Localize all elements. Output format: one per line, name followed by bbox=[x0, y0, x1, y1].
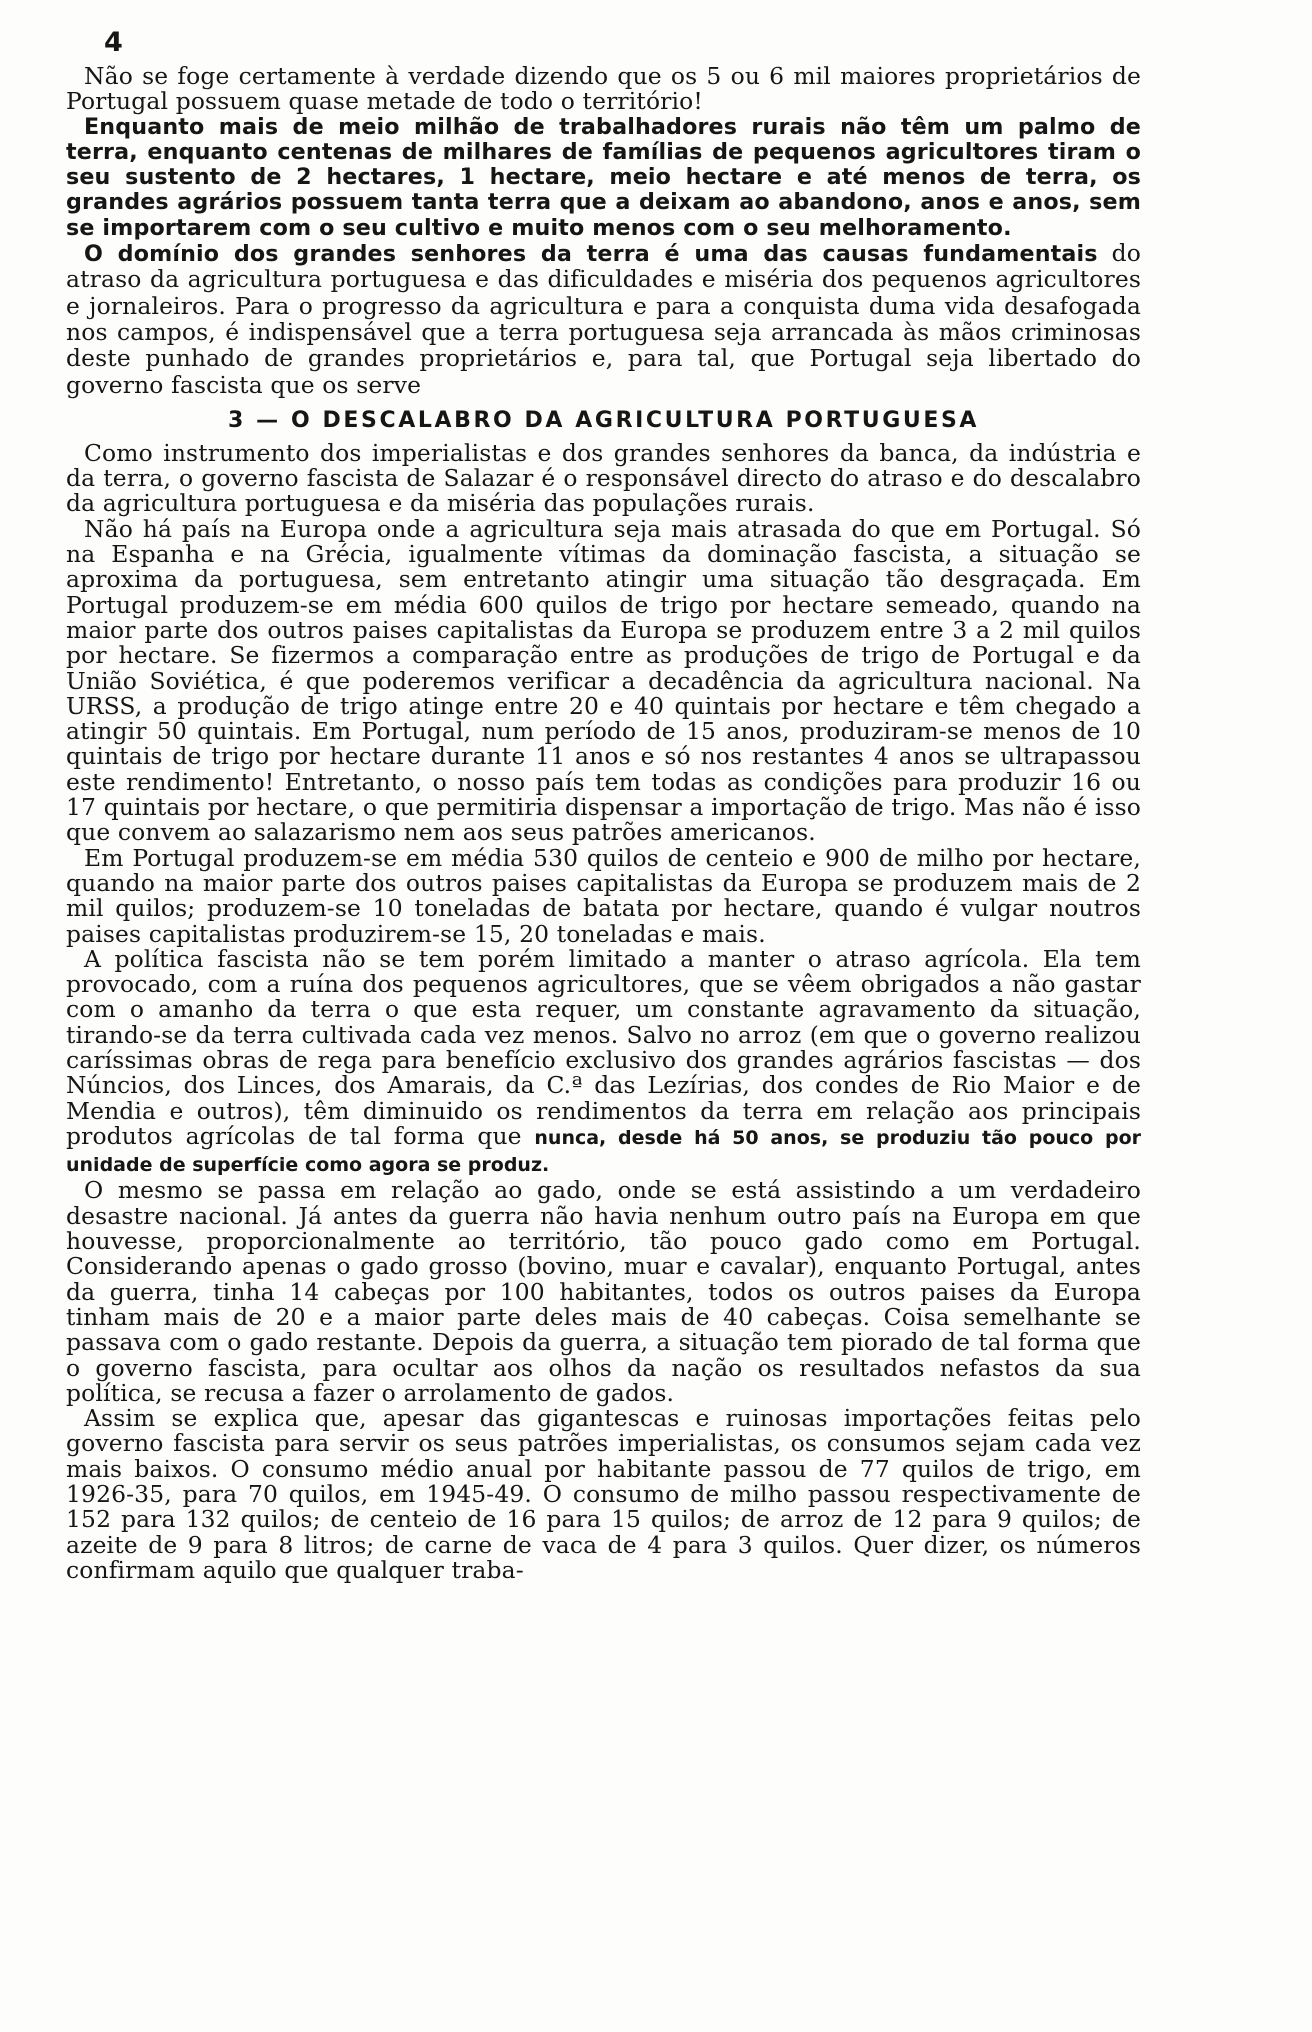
paragraph-domination-of-landowners bbox=[66, 241, 1141, 399]
paragraph-livestock: O mesmo se passa em relação ao gado, onde se está assistindo a um verdadeiro desastre nacional. Já antes da guerra não havia nenhum outro país na Europa em que houvesse, proporcionalmente ao território, tão pouco gado como em Portugal. Considerando apenas o gado grosso (bovino, muar e cavalar), enquanto Portugal, antes da guerra, tinha 14 cabeças por 100 habitantes, todos os outros paises da Europa tinham mais de 20 e a maior parte deles mais de 40 cabeças. Coisa semelhante se passava com o gado restante. Depois da guerra, a situação tem piorado de tal forma que o governo fascista, para ocultar aos olhos da nação os resultados nefastos da sua política, se recusa a fazer o arrolamento de gados. bbox=[66, 1176, 1141, 1407]
page-number: 4 bbox=[104, 27, 123, 58]
paragraph-bold-lead: O domínio dos grandes senhores da terra é uma das causas fundamentais bbox=[84, 241, 1098, 268]
text-column bbox=[66, 64, 1141, 1583]
paragraph-rest: do atraso da agricultura portuguesa e das dificuldades e miséria dos pequenos agricultores e jornaleiros. Para o progresso da agricultura e para a conquista duma vida desafogada nos campos, é indispensável que a terra portuguesa seja arrancada às mãos criminosas deste punhado de grandes proprietários e, para tal, que Portugal seja libertado do governo fascista que os serve bbox=[66, 239, 1142, 399]
paragraph-fascist-policy bbox=[66, 944, 1141, 1179]
paragraph-emphasis: nunca, desde há 50 anos, se produziu tão pouco por unidade de superfície como agora se produz. bbox=[66, 1126, 1141, 1177]
paragraph-large-landowners: Não se foge certamente à verdade dizendo que os 5 ou 6 mil maiores proprietários de Portugal possuem quase metade de todo o território! bbox=[66, 62, 1141, 116]
paragraph-wheat-production: Não há país na Europa onde a agricultura seja mais atrasada do que em Portugal. Só na Espanha e na Grécia, igualmente vítimas da dominação fascista, a situação se aproxima da portuguesa, sem entretanto atingir uma situação tão desgraçada. Em Portugal produzem-se em média 600 quilos de trigo por hectare semeado, quando na maior parte dos outros paises capitalistas da Europa se produzem entre 3 a 2 mil quilos por hectare. Se fizermos a comparação entre as produções de trigo de Portugal e da União Soviética, é que poderemos verificar a decadência da agricultura nacional. Na URSS, a produção de trigo atinge entre 20 e 40 quintais por hectare e têm chegado a atingir 50 quintais. Em Portugal, num período de 15 anos, produziram-se menos de 10 quintais de trigo por hectare durante 11 anos e só nos restantes 4 anos se ultrapassou este rendimento! Entretanto, o nosso país tem todas as condições para produzir 16 ou 17 quintais por hectare, o que permitiria dispensar a importação de trigo. Mas não é isso que convem ao salazarismo nem aos seus patrões americanos. bbox=[66, 514, 1141, 847]
paragraph-main-text: A política fascista não se tem porém limitado a manter o atraso agrícola. Ela tem provocado, com a ruína dos pequenos agricultores, que se vêem obrigados a não gastar com o amanho da terra o que esta requer, um constante agravamento da situação, tirando-se da terra cultivada cada vez menos. Salvo no arroz (em que o governo realizou caríssimas obras de rega para benefício exclusivo dos grandes agrários fascistas — dos Núncios, dos Linces, dos Amarais, da C.ª das Lezírias, dos condes de Rio Maior e de Mendia e outros), têm diminuido os rendimentos da terra em relação aos principais produtos agrícolas de tal forma que bbox=[66, 944, 1141, 1150]
section-heading: 3 — O DESCALABRO DA AGRICULTURA PORTUGUESA bbox=[227, 407, 980, 433]
paragraph-rye-corn-potato: Em Portugal produzem-se em média 530 quilos de centeio e 900 de milho por hectare, quando na maior parte dos outros paises capitalistas da Europa se produzem mais de 2 mil quilos; produzem-se 10 toneladas de batata por hectare, quando é vulgar noutros paises capitalistas produzirem-se 15, 20 toneladas e mais. bbox=[66, 843, 1141, 948]
paragraph-imperialist-instrument: Como instrumento dos imperialistas e dos grandes senhores da banca, da indústria e da terra, o governo fascista de Salazar é o responsável directo do atraso e do descalabro da agricultura portuguesa e da miséria das populações rurais. bbox=[66, 438, 1141, 518]
paragraph-rural-workers: Enquanto mais de meio milhão de trabalhadores rurais não têm um palmo de terra, enquanto centenas de milhares de famílias de pequenos agricultores tiram o seu sustento de 2 hectares, 1 hectare, meio hectare e até menos de terra, os grandes agrários possuem tanta terra que a deixam ao abandono, anos e anos, sem se importarem com o seu cultivo e muito menos com o seu melhoramento. bbox=[66, 113, 1141, 241]
paragraph-consumption: Assim se explica que, apesar das gigantescas e ruinosas importações feitas pelo governo fascista para servir os seus patrões imperialistas, os consumos sejam cada vez mais baixos. O consumo médio anual por habitante passou de 77 quilos de trigo, em 1926-35, para 70 quilos, em 1945-49. O consumo de milho passou respectivamente de 152 para 132 quilos; de centeio de 16 para 15 quilos; de arroz de 12 para 9 quilos; de azeite de 9 para 8 litros; de carne de vaca de 4 para 3 quilos. Quer dizer, os números confirmam aquilo que qualquer traba- bbox=[66, 1404, 1141, 1584]
